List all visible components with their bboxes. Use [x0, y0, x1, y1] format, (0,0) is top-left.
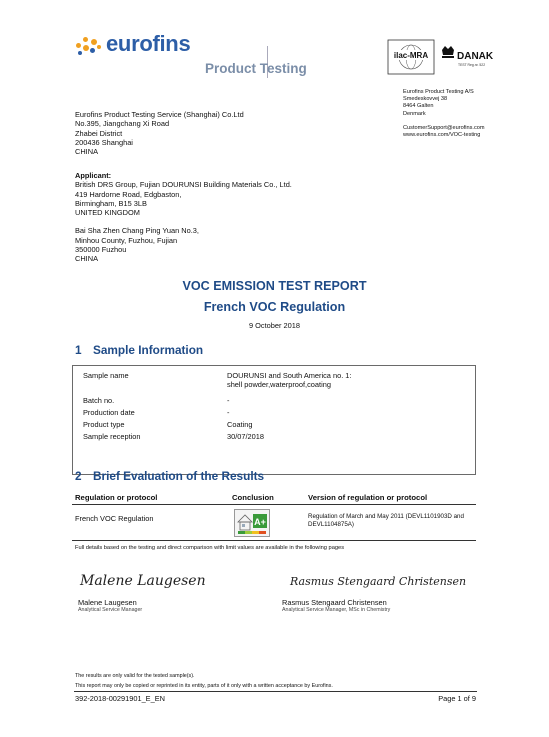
eurofins-logo: [74, 31, 404, 61]
row-label: Batch no.: [83, 396, 115, 405]
lab-address-line: No.395, Jiangchang Xi Road: [75, 119, 170, 129]
applicant-line: Birmingham, B15 3LB: [75, 198, 147, 208]
applicant-line: Minhou County, Fuzhou, Fujian: [75, 235, 178, 245]
sample-info-table: [72, 365, 476, 475]
row-value: -: [227, 408, 230, 417]
signer-role: Analytical Service Manager, MSc in Chemistry: [282, 607, 391, 613]
section-number: 1: [75, 343, 82, 357]
section-2-heading: [75, 469, 264, 483]
report-title: VOC EMISSION TEST REPORT: [182, 279, 367, 293]
row-value: 30/07/2018: [227, 432, 264, 441]
section-title: Sample Information: [93, 343, 204, 357]
section-1-heading: [75, 343, 203, 357]
dk-address-line: Smedeskovvej 38: [403, 96, 448, 103]
applicant-line: 419 Hardorne Road, Edgbaston,: [75, 189, 182, 199]
row-label: Product type: [83, 420, 125, 429]
row-label: Production date: [83, 408, 135, 417]
row-value: Coating: [227, 420, 253, 429]
row-value: [227, 371, 467, 390]
signer-name: Rasmus Stengaard Christensen: [282, 598, 387, 607]
section-number: 2: [75, 469, 82, 483]
support-email-link[interactable]: CustomerSupport@eurofins.com: [403, 124, 485, 131]
lab-address-line: CHINA: [75, 147, 98, 157]
lab-address-line: Zhabei District: [75, 128, 123, 138]
row-label: Sample reception: [83, 432, 141, 441]
document-id: 392-2018-00291901_E_EN: [75, 694, 165, 703]
voc-grade: A+: [254, 517, 266, 527]
version-cell: [308, 513, 464, 529]
version-line: Regulation of March and May 2011 (DEVL1101903D and: [308, 513, 464, 520]
row-value-line: shell powder,waterproof,coating: [227, 380, 331, 390]
signer-role: Analytical Service Manager: [78, 607, 143, 613]
column-header: Regulation or protocol: [75, 493, 158, 502]
signature-script: Malene Laugesen: [80, 573, 206, 589]
report-date: 9 October 2018: [249, 321, 300, 330]
applicant-block: [75, 171, 292, 264]
dk-address-line: 8464 Galten: [403, 103, 434, 110]
applicant-line: British DRS Group, Fujian DOURUNSI Building Materials Co., Ltd.: [75, 180, 292, 190]
row-label: Sample name: [83, 371, 129, 380]
regulation-cell: French VOC Regulation: [75, 514, 154, 523]
ilac-mra-logo-icon: [386, 38, 506, 82]
lab-address-line: Eurofins Product Testing Service (Shanghai) Co.Ltd: [75, 110, 244, 119]
section-title: Brief Evaluation of the Results: [93, 469, 265, 483]
page-number: Page 1 of 9: [438, 694, 476, 703]
dk-address-line: Denmark: [403, 110, 426, 117]
danak-logo-icon: [442, 46, 494, 67]
division-name: Product Testing: [205, 61, 307, 76]
row-value-line: DOURUNSI and South America no. 1:: [227, 371, 352, 380]
applicant-line: Bai Sha Zhen Chang Ping Yuan No.3,: [75, 226, 199, 236]
danak-text: DANAK: [457, 51, 494, 62]
french-voc-a-plus-label-icon: [234, 509, 270, 537]
danak-subtext: TEST Reg.nr. 522: [458, 63, 486, 67]
signature-block: [282, 563, 467, 613]
signer-name: Malene Laugesen: [78, 598, 137, 607]
dk-address-line: Eurofins Product Testing A/S: [403, 89, 474, 95]
evaluation-table: [72, 493, 476, 543]
column-header: Conclusion: [232, 493, 274, 502]
signature-block: [78, 563, 206, 613]
footer-note: This report may only be copied or reprinted in its entity, parts of it only with a written acceptance by Eurofins.: [75, 683, 333, 689]
brand-name: eurofins: [106, 31, 191, 56]
signature-image: [78, 563, 206, 593]
column-header: Version of regulation or protocol: [308, 493, 428, 502]
version-line: DEVL1104875A): [308, 521, 354, 528]
report-subtitle: French VOC Regulation: [203, 300, 346, 314]
applicant-line: UNITED KINGDOM: [75, 208, 140, 218]
applicant-line: CHINA: [75, 254, 98, 264]
accreditation-logos: [386, 38, 506, 82]
lab-address: [75, 110, 244, 156]
footer-divider: [74, 691, 477, 692]
row-value: -: [227, 396, 230, 405]
footer-note: The results are only valid for the tested sample(s).: [75, 673, 195, 679]
applicant-label: Applicant:: [75, 171, 112, 180]
website-link[interactable]: www.eurofins.com/VOC-testing: [403, 132, 481, 139]
applicant-line: 350000 Fuzhou: [75, 245, 127, 255]
lab-address-line: 200436 Shanghai: [75, 137, 133, 147]
dk-address: [403, 89, 533, 139]
signature-script: Rasmus Stengaard Christensen: [290, 575, 467, 588]
eurofins-logo-icon: [74, 35, 104, 57]
signature-image: [282, 563, 467, 593]
results-footnote: Full details based on the testing and direct comparison with limit values are available in the following pages: [75, 545, 345, 551]
ilac-mra-text: ilac-MRA: [393, 51, 429, 60]
